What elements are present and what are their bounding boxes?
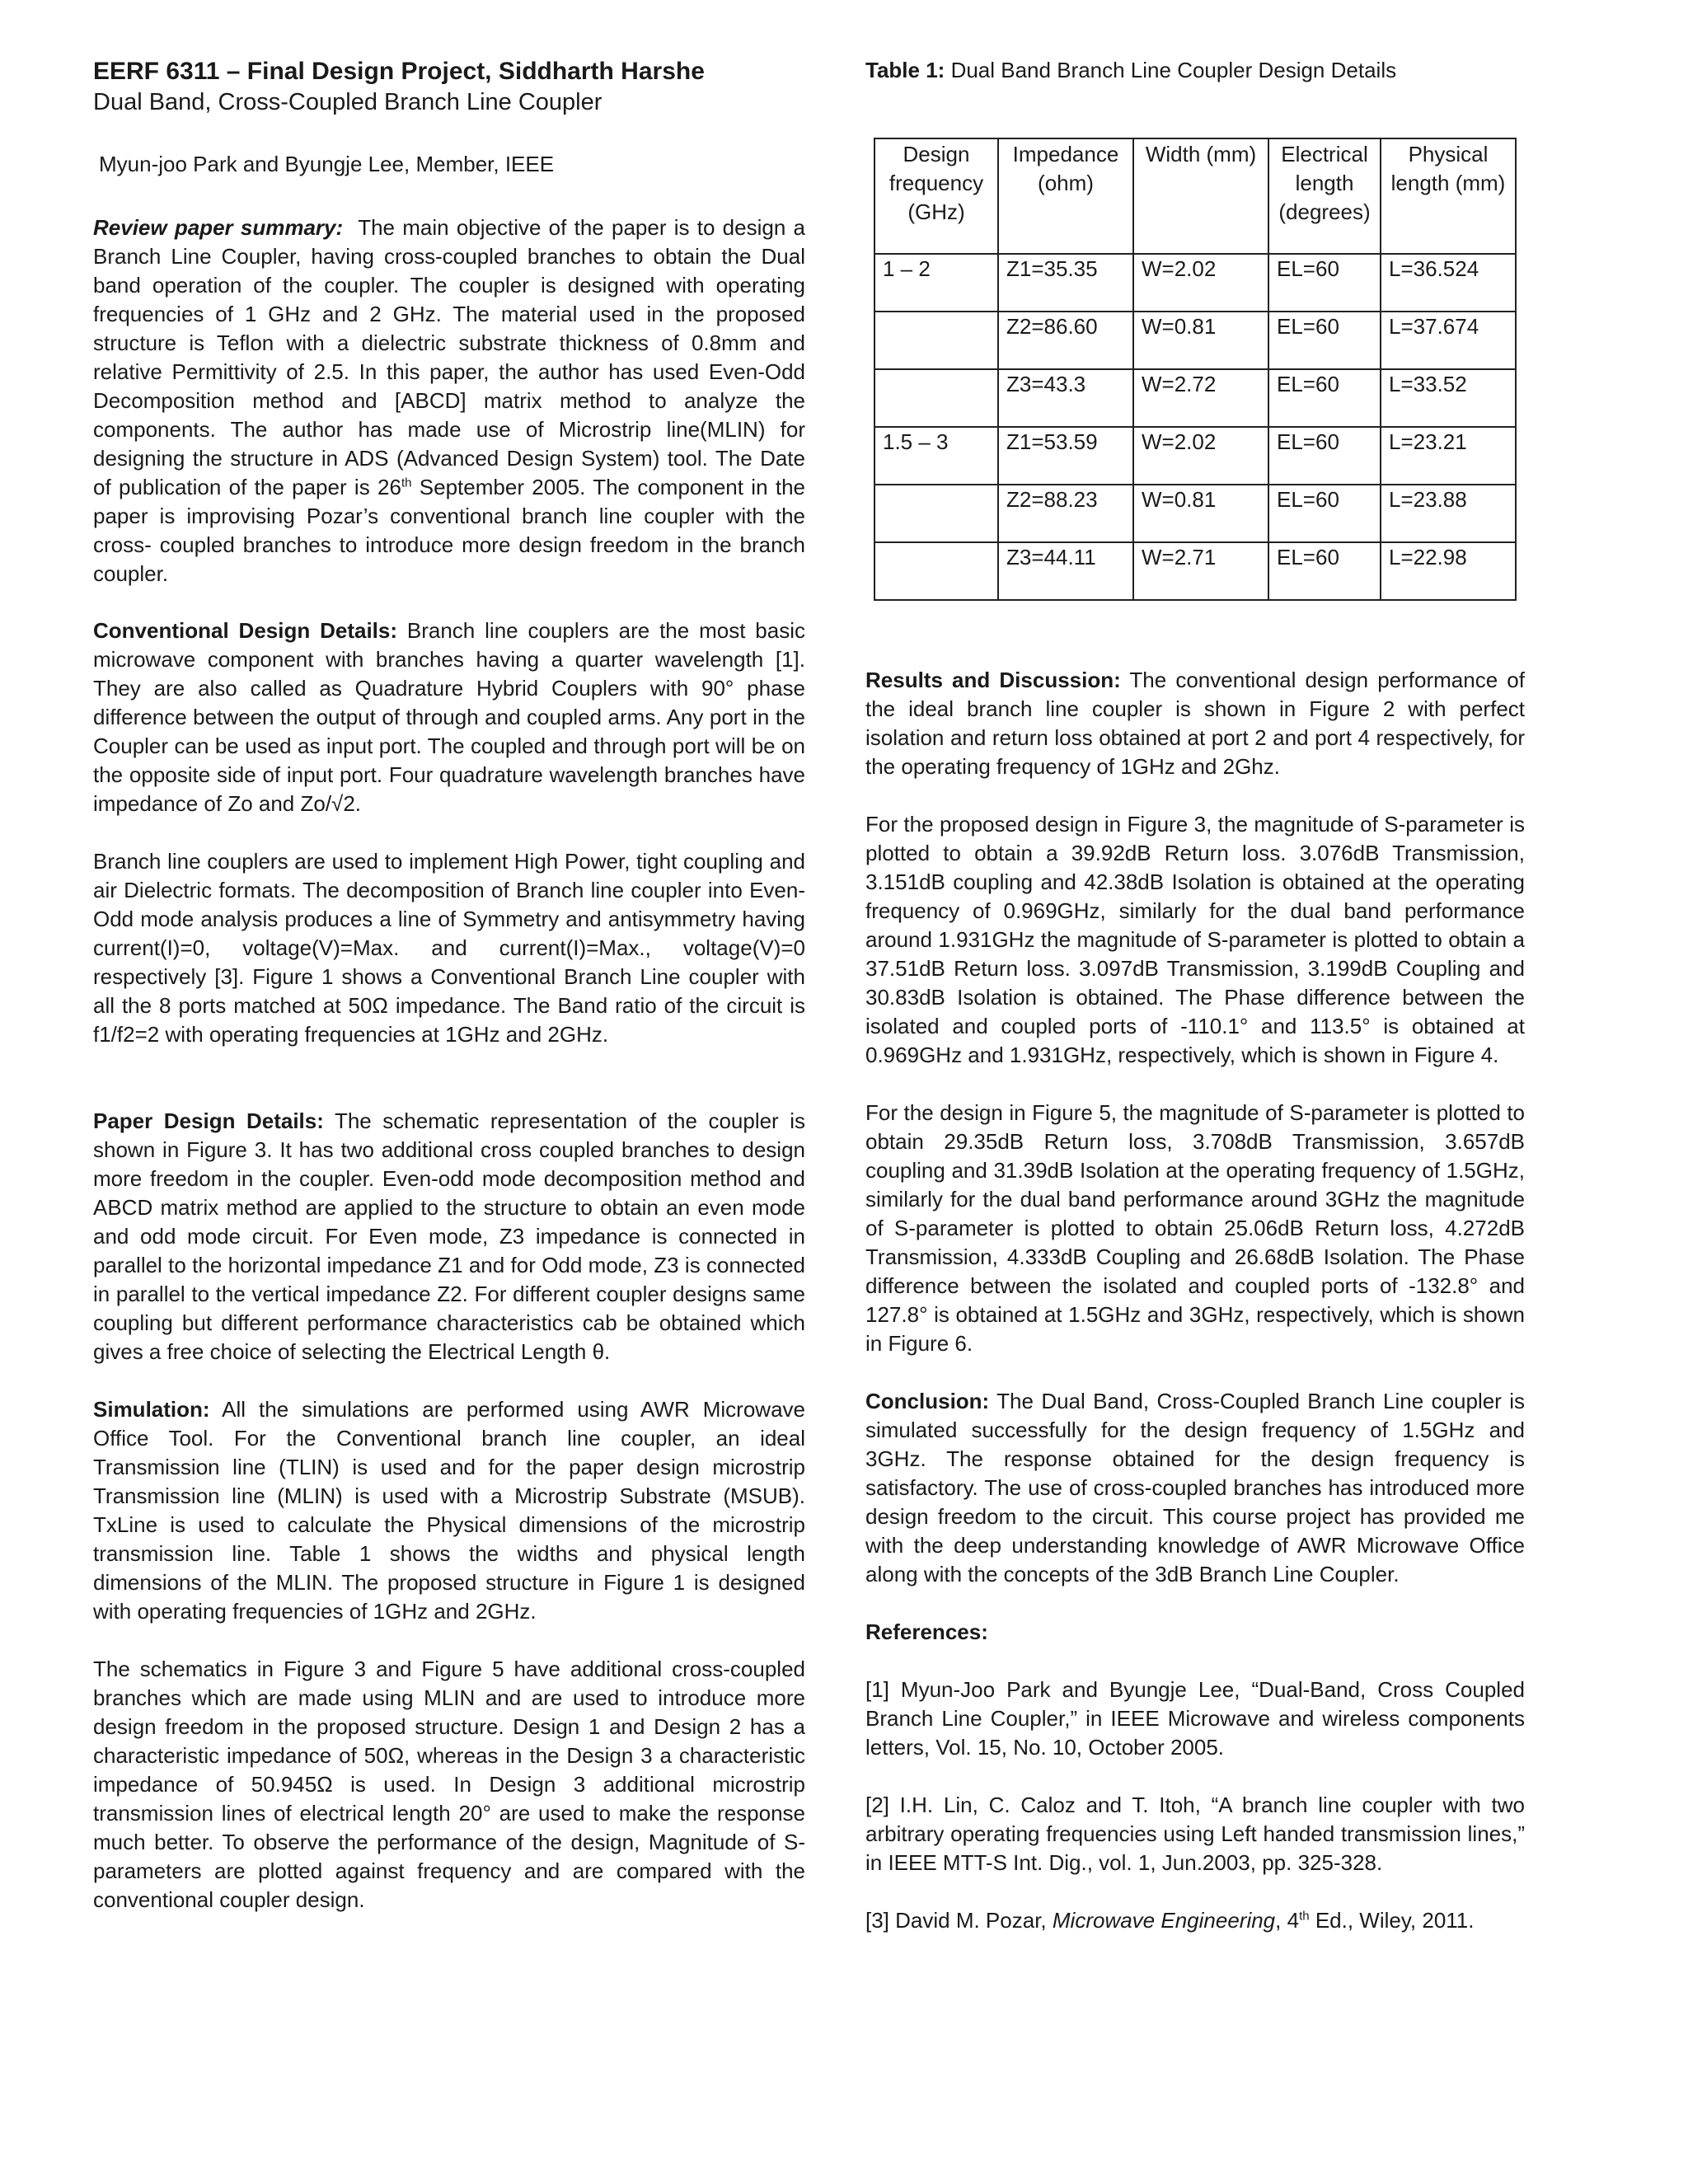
table-header-cell: Width (mm) xyxy=(1133,138,1268,254)
table-cell: EL=60 xyxy=(1268,485,1381,542)
table-cell xyxy=(874,312,998,369)
table-header-cell: Physical length (mm) xyxy=(1381,138,1516,254)
table-cell: Z2=86.60 xyxy=(998,312,1133,369)
results-paragraph xyxy=(865,666,1525,781)
figure3-results-paragraph: For the proposed design in Figure 3, the magnitude of S-parameter is plotted to obtain a 39.92dB Return loss. 3.076dB Transmission, 3.151dB coupling and 42.38dB Isolation is obtained at the operating frequency of 0.969GHz, similarly for the dual band performance around 1.931GHz the magnitude of S-parameter is plotted to obtain a 37.51dB Return loss. 3.097dB Transmission, 3.199dB Coupling and 30.83dB Isolation is obtained. The Phase difference between the isolated and coupled ports of -110.1° and 113.5° is obtained at 0.969GHz and 1.931GHz, respectively, which is shown in Figure 4. xyxy=(865,812,1525,1067)
table-row xyxy=(874,312,1516,369)
table-cell: L=36.524 xyxy=(1381,254,1516,312)
table-cell: EL=60 xyxy=(1268,312,1381,369)
table-cell: W=0.81 xyxy=(1133,312,1268,369)
reference-3-sup: th xyxy=(1299,1909,1310,1924)
table-cell xyxy=(874,369,998,427)
results-heading: Results and Discussion: xyxy=(865,668,1121,692)
table-cell: Z1=53.59 xyxy=(998,427,1133,485)
reference-1: [1] Myun-Joo Park and Byungje Lee, “Dual-Band, Cross Coupled Branch Line Coupler,” in IEEE Microwave and wireless components letters, Vol. 15, No. 10, October 2005. xyxy=(865,1677,1525,1760)
paper-authors: Myun-joo Park and Byungje Lee, Member, IEEE xyxy=(99,152,555,176)
design-details-table xyxy=(874,138,1517,601)
conventional-design-text: Branch line couplers are the most basic microwave component with branches having a quarter wavelength [1]. They are also called as Quadrature Hybrid Couplers with 90° phase difference between the output of through and coupled arms. Any port in the Coupler can be used as input port. The coupled and through port will be on the opposite side of input port. Four quadrature wavelength branches have impedance of Zo and Zo/√2. xyxy=(93,618,805,816)
branch-line-paragraph: Branch line couplers are used to implement High Power, tight coupling and air Dielectric formats. The decomposition of Branch line coupler into Even-Odd mode analysis produces a line of Symmetry and antisymmetry having current(I)=0, voltage(V)=Max. and current(I)=Max., voltage(V)=0 respectively [3]. Figure 1 shows a Conventional Branch Line coupler with all the 8 ports matched at 50Ω impedance. The Band ratio of the circuit is f1/f2=2 with operating frequencies at 1GHz and 2GHz. xyxy=(93,849,805,1047)
table-cell: L=23.88 xyxy=(1381,485,1516,542)
review-summary-paragraph xyxy=(93,213,805,588)
table-cell: L=23.21 xyxy=(1381,427,1516,485)
review-summary-sup: th xyxy=(401,476,412,490)
conventional-design-heading: Conventional Design Details: xyxy=(93,618,398,643)
table-row xyxy=(874,485,1516,542)
table-header-cell: Electrical length (degrees) xyxy=(1268,138,1381,254)
paper-design-heading: Paper Design Details: xyxy=(93,1108,324,1133)
schematics-paragraph: The schematics in Figure 3 and Figure 5 have additional cross-coupled branches which are made using MLIN and are used to introduce more design freedom in the proposed structure. Design 1 and Design 2 has a characteristic impedance of 50Ω, whereas in the Design 3 a characteristic impedance of 50.945Ω is used. In Design 3 additional microstrip transmission lines of electrical length 20° are used to make the response much better. To observe the performance of the design, Magnitude of S-parameters are plotted against frequency and are compared with the conventional coupler design. xyxy=(93,1657,805,1912)
reference-3-text: [3] David M. Pozar, xyxy=(865,1908,1047,1933)
reference-2: [2] I.H. Lin, C. Caloz and T. Itoh, “A branch line coupler with two arbitrary operating frequencies using Left handed transmission lines,” in IEEE MTT-S Int. Dig., vol. 1, Jun.2003, pp. 325-328. xyxy=(865,1793,1525,1875)
reference-3-edition: , 4 xyxy=(1275,1908,1300,1933)
table-cell: Z3=44.11 xyxy=(998,542,1133,600)
table-cell: W=2.02 xyxy=(1133,427,1268,485)
table-caption-text: Dual Band Branch Line Coupler Design Details xyxy=(950,58,1397,82)
reference-3 xyxy=(865,1906,1475,1935)
table-row xyxy=(874,254,1516,312)
table-cell: EL=60 xyxy=(1268,427,1381,485)
conclusion-text: The Dual Band, Cross-Coupled Branch Line coupler is simulated successfully for the design frequency of 1.5GHz and 3GHz. The response obtained for the design frequency is satisfactory. The use of cross-coupled branches has introduced more design freedom to the circuit. This course project has provided me with the deep understanding knowledge of AWR Microwave Office along with the concepts of the 3dB Branch Line Coupler. xyxy=(865,1389,1525,1586)
simulation-heading: Simulation: xyxy=(93,1397,210,1422)
table-cell xyxy=(874,485,998,542)
conventional-design-paragraph xyxy=(93,616,805,818)
review-summary-heading: Review paper summary: xyxy=(93,215,344,240)
table-cell: W=2.71 xyxy=(1133,542,1268,600)
table-row xyxy=(874,369,1516,427)
table-header-row xyxy=(874,138,1516,254)
table-caption xyxy=(865,58,1396,83)
paper-design-paragraph xyxy=(93,1107,805,1366)
table-cell: EL=60 xyxy=(1268,254,1381,312)
figure5-results-paragraph: For the design in Figure 5, the magnitude of S-parameter is plotted to obtain 29.35dB Return loss, 3.708dB Transmission, 3.657dB coupling and 31.39dB Isolation at the operating frequency of 1.5GHz, similarly for the dual band performance around 3GHz the magnitude of S-parameter is plotted to obtain 25.06dB Return loss, 4.272dB Transmission, 4.333dB Coupling and 26.68dB Isolation. The Phase difference between the isolated and coupled ports of -132.8° and 127.8° is obtained at 1.5GHz and 3GHz, respectively, which is shown in Figure 6. xyxy=(865,1100,1525,1356)
table-cell: EL=60 xyxy=(1268,369,1381,427)
table-cell: 1.5 – 3 xyxy=(874,427,998,485)
table-cell: W=2.02 xyxy=(1133,254,1268,312)
document-subtitle: Dual Band, Cross-Coupled Branch Line Coupler xyxy=(93,89,603,115)
paper-design-text: The schematic representation of the coupler is shown in Figure 3. It has two additional cross coupled branches to design more freedom in the coupler. Even-odd mode decomposition method and ABCD matrix method are applied to the structure to obtain an even mode and odd mode circuit. For Even mode, Z3 impedance is connected in parallel to the horizontal impedance Z1 and for Odd mode, Z3 is connected in parallel to the vertical impedance Z2. For different coupler designs same coupling but different performance characteristics cab be obtained which gives a free choice of selecting the Electrical Length θ. xyxy=(93,1108,806,1364)
table-cell: Z2=88.23 xyxy=(998,485,1133,542)
simulation-text: All the simulations are performed using AWR Microwave Office Tool. For the Conventional branch line coupler, an ideal Transmission line (TLIN) is used and for the paper design microstrip Transmission line (MLIN) is used with a Microstrip Substrate (MSUB). TxLine is used to calculate the Physical dimensions of the microstrip transmission line. Table 1 shows the widths and physical length dimensions of the MLIN. The proposed structure in Figure 1 is designed with operating frequencies of 1GHz and 2GHz. xyxy=(93,1397,805,1624)
reference-3-publisher: Ed., Wiley, 2011. xyxy=(1315,1908,1475,1933)
table-cell: L=22.98 xyxy=(1381,542,1516,600)
table-caption-label: Table 1: xyxy=(865,58,945,82)
table-cell: W=0.81 xyxy=(1133,485,1268,542)
table-header-cell: Design frequency (GHz) xyxy=(874,138,998,254)
review-summary-text-end: September 2005. The component in the paper is improvising Pozar’s conventional branch line coupler with the cross- coupled branches to introduce more design freedom in the branch coupler. xyxy=(93,475,806,586)
results-text: The conventional design performance of the ideal branch line coupler is shown in Figure 2 with perfect isolation and return loss obtained at port 2 and port 4 respectively, for the operating frequency of 1GHz and 2Ghz. xyxy=(865,668,1525,779)
review-summary-text: The main objective of the paper is to design a Branch Line Coupler, having cross-coupled branches to obtain the Dual band operation of the coupler. The coupler is designed with operating frequencies of 1 GHz and 2 GHz. The material used in the proposed structure is Teflon with a dielectric substrate thickness of 0.8mm and relative Permittivity of 2.5. In this paper, the author has used Even-Odd Decomposition method and [ABCD] matrix method to analyze the components. The author has made use of Microstrip line(MLIN) for designing the structure in ADS (Advanced Design System) tool. The Date of publication of the paper is 26 xyxy=(93,215,805,499)
table-cell: Z1=35.35 xyxy=(998,254,1133,312)
table-cell: L=37.674 xyxy=(1381,312,1516,369)
table-row xyxy=(874,542,1516,600)
reference-3-title: Microwave Engineering xyxy=(1052,1908,1276,1933)
conclusion-heading: Conclusion: xyxy=(865,1389,990,1413)
references-heading: References: xyxy=(865,1619,988,1644)
document-title: EERF 6311 – Final Design Project, Siddharth Harshe xyxy=(93,58,705,85)
table-cell: 1 – 2 xyxy=(874,254,998,312)
table-row xyxy=(874,427,1516,485)
simulation-paragraph xyxy=(93,1395,805,1626)
table-cell: Z3=43.3 xyxy=(998,369,1133,427)
table-cell: W=2.72 xyxy=(1133,369,1268,427)
table-cell xyxy=(874,542,998,600)
conclusion-paragraph xyxy=(865,1387,1525,1589)
table-cell: EL=60 xyxy=(1268,542,1381,600)
table-header-cell: Impedance (ohm) xyxy=(998,138,1133,254)
table-cell: L=33.52 xyxy=(1381,369,1516,427)
